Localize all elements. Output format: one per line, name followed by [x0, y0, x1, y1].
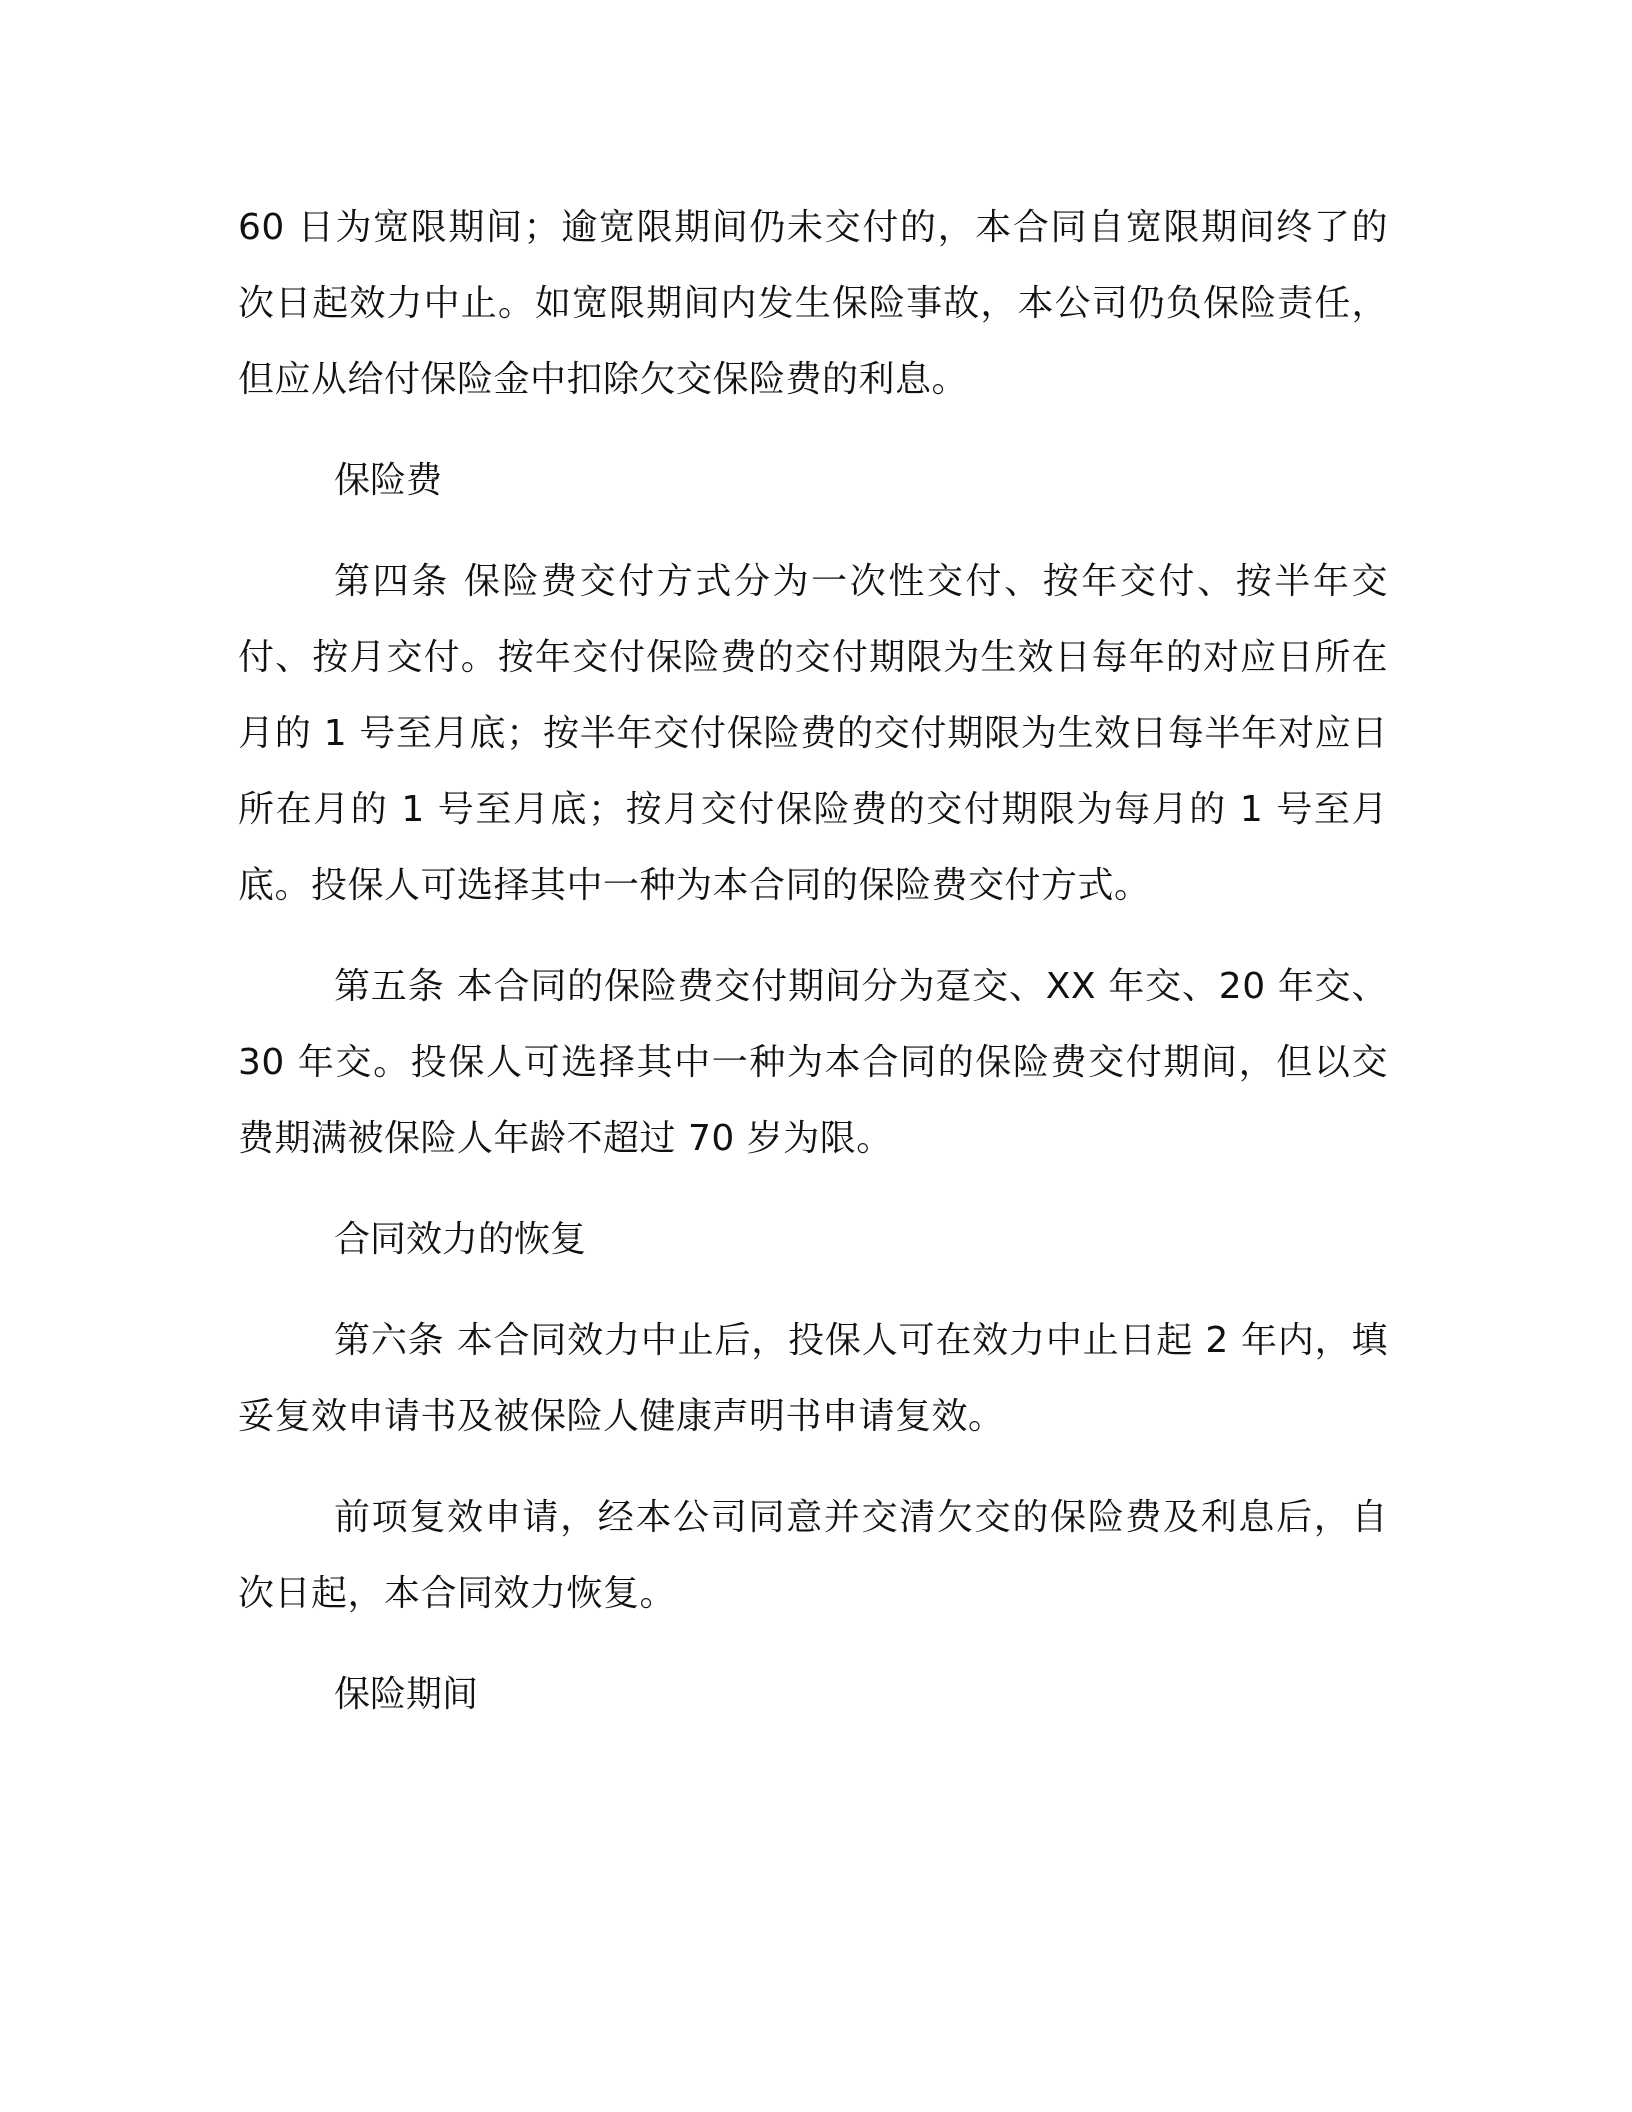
paragraph-article-6: 第六条 本合同效力中止后，投保人可在效力中止日起 2 年内，填妥复效申请书及被保险人健康声明书申请复效。 — [238, 1320, 1388, 1437]
section-heading-premium: 保险费 — [334, 460, 443, 501]
paragraph-article-4: 第四条 保险费交付方式分为一次性交付、按年交付、按半年交付、按月交付。按年交付保险费的交付期限为生效日每年的对应日所在月的 1 号至月底；按半年交付保险费的交付期限为生效日每半年对应日所在月的 1 号至月底；按月交付保险费的交付期限为每月的 1 号至月底。投保人可选择其中一种为本合同的保险费交付方式。 — [238, 561, 1388, 906]
document-body — [238, 190, 1388, 1758]
paragraph-article-5: 第五条 本合同的保险费交付期间分为趸交、XX 年交、20 年交、30 年交。投保人可选择其中一种为本合同的保险费交付期间，但以交费期满被保险人年龄不超过 70 岁为限。 — [238, 966, 1388, 1159]
section-heading-reinstatement: 合同效力的恢复 — [334, 1219, 587, 1260]
paragraph-reinstatement-approval: 前项复效申请，经本公司同意并交清欠交的保险费及利息后，自次日起，本合同效力恢复。 — [238, 1497, 1388, 1614]
paragraph-grace-period: 60 日为宽限期间；逾宽限期间仍未交付的，本合同自宽限期间终了的次日起效力中止。如宽限期间内发生保险事故，本公司仍负保险责任，但应从给付保险金中扣除欠交保险费的利息。 — [238, 207, 1388, 400]
section-heading-insurance-period: 保险期间 — [334, 1674, 479, 1715]
